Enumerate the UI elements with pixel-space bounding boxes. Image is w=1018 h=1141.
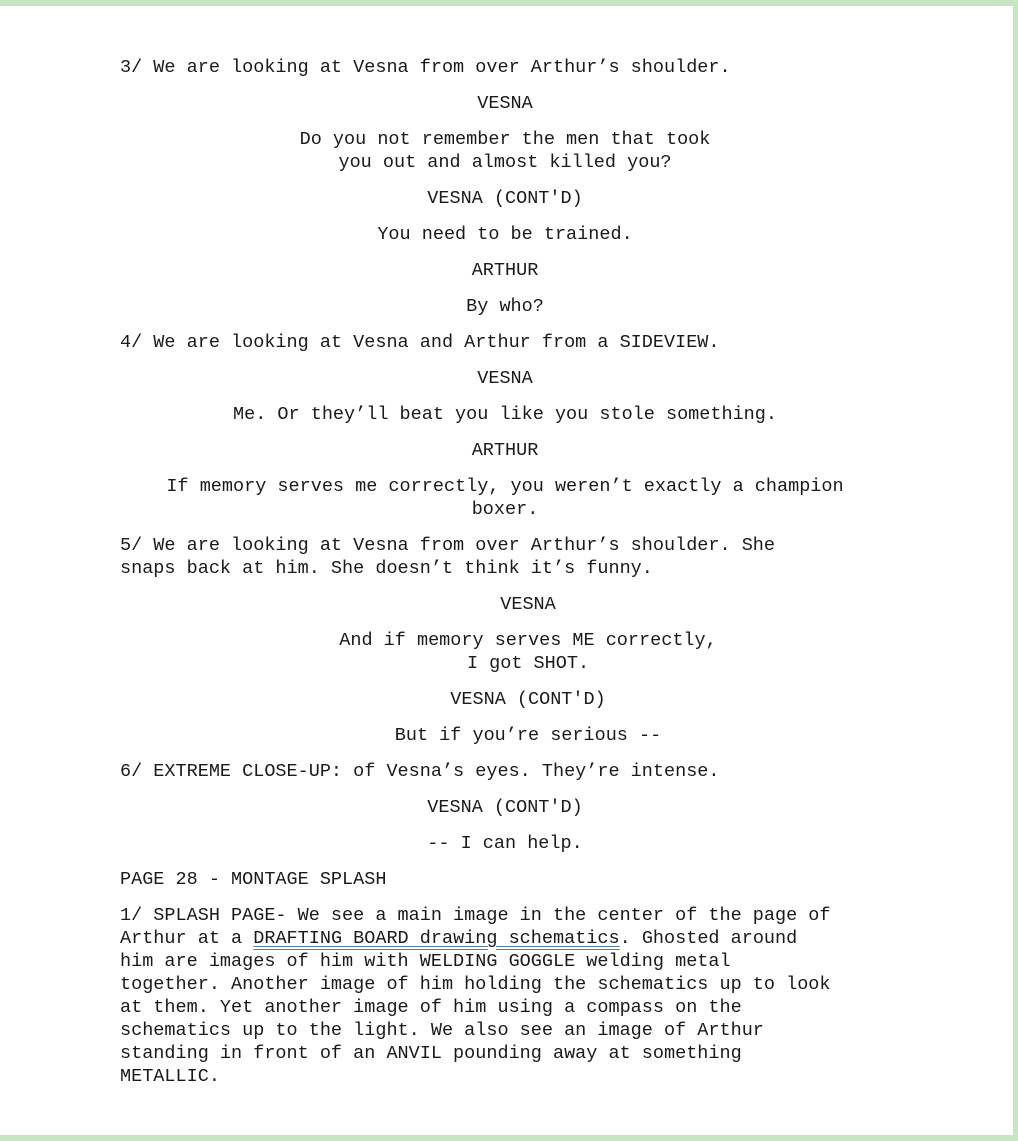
character-name: VESNA (CONT'D) <box>427 188 583 209</box>
splash-action <box>120 904 890 1088</box>
script-body <box>120 56 890 1101</box>
dialogue <box>120 475 890 521</box>
character-name: VESNA (CONT'D) <box>450 689 606 710</box>
panel-3-action: 3/ We are looking at Vesna from over Arthur’s shoulder. <box>120 57 731 78</box>
dialogue-line: I got SHOT. <box>466 653 590 674</box>
dialogue-line: Do you not remember the men that took <box>299 129 711 150</box>
splash-text-start: 1/ SPLASH PAGE- We see a main image in the center of the page of Arthur at a <box>120 905 831 949</box>
dialogue: By who? <box>466 296 544 317</box>
page-heading: PAGE 28 - MONTAGE SPLASH <box>120 869 387 890</box>
character-name: VESNA <box>477 368 533 389</box>
dialogue: But if you’re serious -- <box>394 725 662 746</box>
panel-4-action: 4/ We are looking at Vesna and Arthur from a SIDEVIEW. <box>120 332 720 353</box>
dialogue <box>120 128 890 174</box>
document-page <box>0 6 1013 1135</box>
dialogue-line: If memory serves me correctly, you weren’t exactly a champion <box>166 476 844 497</box>
dialogue <box>120 629 890 675</box>
character-name: VESNA <box>477 93 533 114</box>
character-name: ARTHUR <box>471 440 539 461</box>
dialogue: -- I can help. <box>427 833 583 854</box>
dialogue-line: And if memory serves ME correctly, <box>339 630 717 651</box>
dialogue-line: boxer. <box>471 499 539 520</box>
dialogue: Me. Or they’ll beat you like you stole something. <box>233 404 777 425</box>
dialogue-line: you out and almost killed you? <box>338 152 672 173</box>
character-name: VESNA <box>500 594 556 615</box>
panel-6-action: 6/ EXTREME CLOSE-UP: of Vesna’s eyes. They’re intense. <box>120 761 720 782</box>
underlined-phrase: DRAFTING BOARD drawing schematics <box>253 928 620 949</box>
splash-text-end: . Ghosted around him are images of him with WELDING GOGGLE welding metal together. Another image of him holding the schematics up to look at them. Yet another image of him using a compass on the schematics up to the light. We also see an image of Arthur standing in front of an ANVIL pounding away at something METALLIC. <box>120 928 831 1087</box>
dialogue: You need to be trained. <box>377 224 633 245</box>
character-name: ARTHUR <box>471 260 539 281</box>
character-name: VESNA (CONT'D) <box>427 797 583 818</box>
panel-5-action: 5/ We are looking at Vesna from over Arthur’s shoulder. She snaps back at him. She doesn’t think it’s funny. <box>120 535 776 579</box>
